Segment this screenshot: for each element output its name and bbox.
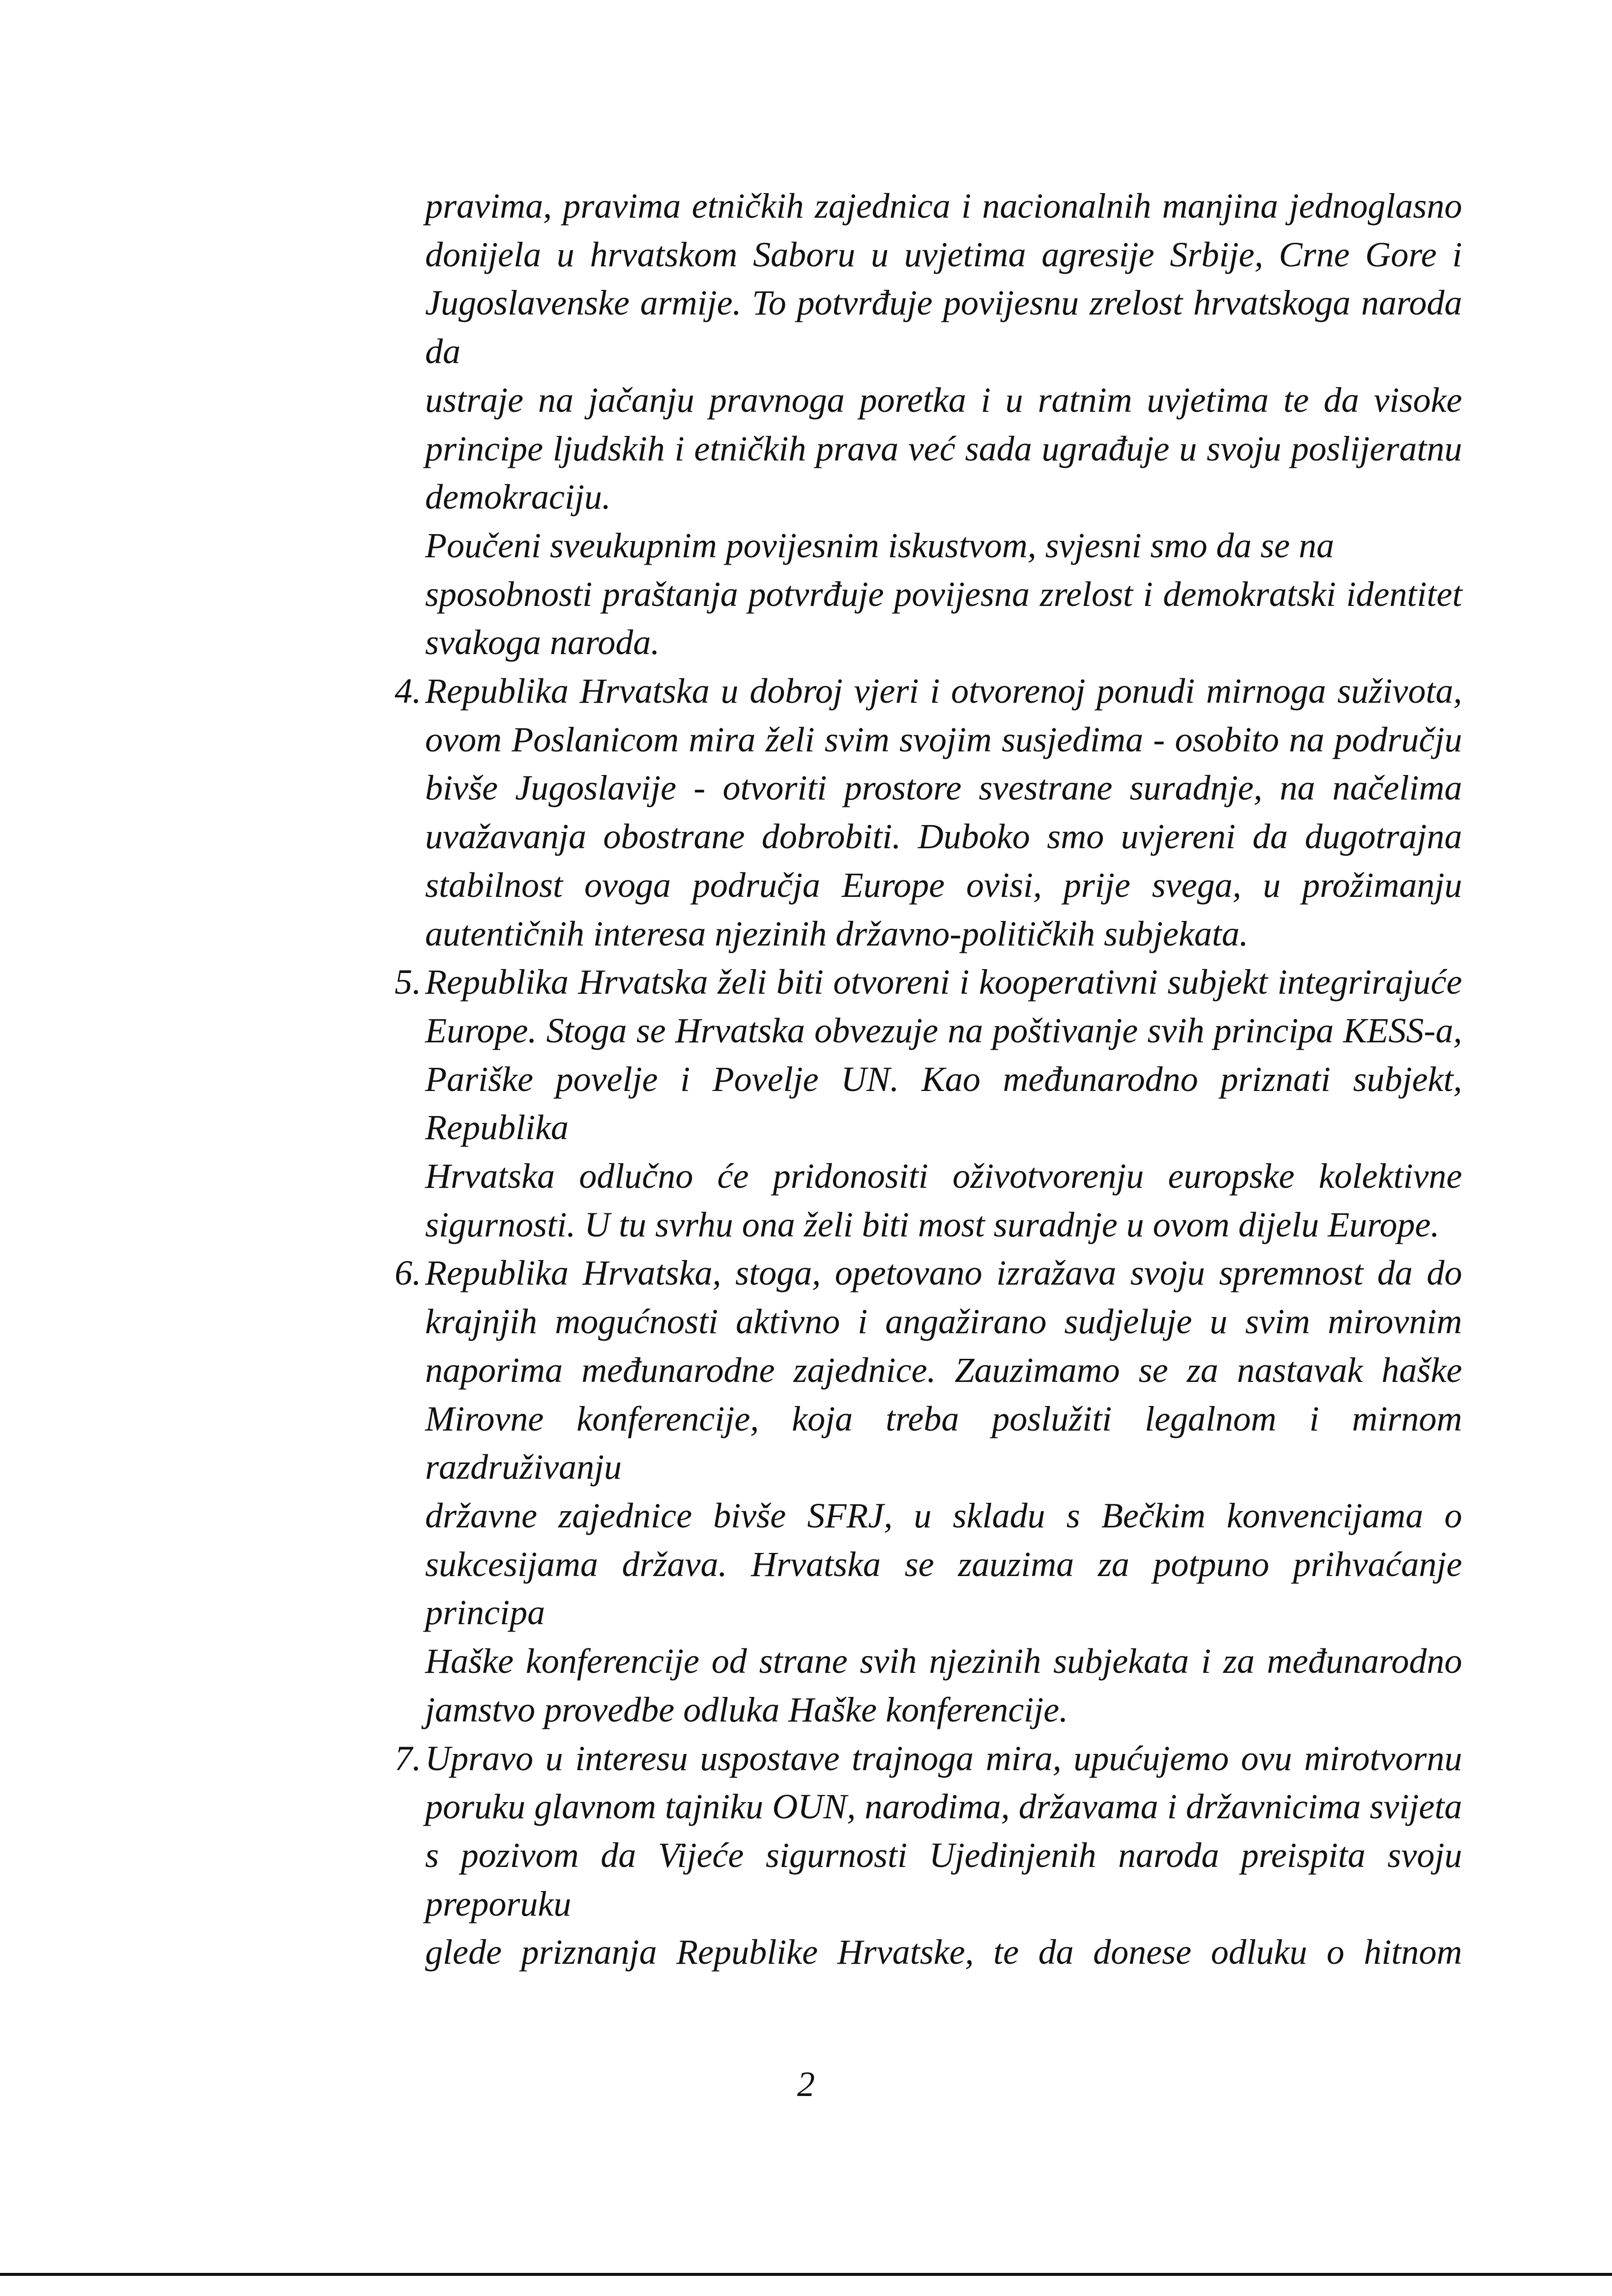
numbered-item-6 <box>395 1249 1462 1734</box>
text-line: Haške konferencije od strane svih njezinih subjekata i za međunarodno <box>425 1641 1462 1681</box>
page-number: 2 <box>797 2065 815 2104</box>
text-line: principe ljudskih i etničkih prava već sada ugrađuje u svoju poslijeratnu <box>425 429 1462 468</box>
text-line: Europe. Stoga se Hrvatska obvezuje na poštivanje svih principa KESS-a, <box>425 1010 1462 1050</box>
text-line: bivše Jugoslavije - otvoriti prostore svestrane suradnje, na načelima <box>425 768 1462 808</box>
text-line: Republika Hrvatska u dobroj vjeri i otvorenoj ponudi mirnoga suživota, <box>425 671 1462 711</box>
text-line: autentičnih interesa njezinih državno-političkih subjekata. <box>425 914 1249 953</box>
text-line: Mirovne konferencije, koja treba poslužiti legalnom i mirnom razdruživanju <box>425 1399 1462 1487</box>
body-text <box>395 182 1462 1977</box>
text-line: sukcesijama država. Hrvatska se zauzima za potpuno prihvaćanje principa <box>425 1544 1462 1633</box>
text-line: Pariške povelje i Povelje UN. Kao međunarodno priznati subjekt, Republika <box>425 1059 1462 1148</box>
text-line: pravima, pravima etničkih zajednica i nacionalnih manjina jednoglasno <box>425 186 1462 226</box>
text-line: naporima međunarodne zajednice. Zauzimamo se za nastavak haške <box>425 1350 1462 1390</box>
text-line: Republika Hrvatska želi biti otvoreni i kooperativni subjekt integrirajuće <box>425 962 1462 1002</box>
text-line: krajnjih mogućnosti aktivno i angažirano sudjeluje u svim mirovnim <box>425 1302 1462 1342</box>
numbered-item-4 <box>395 667 1462 958</box>
text-line: stabilnost ovoga područja Europe ovisi, prije svega, u prožimanju <box>425 865 1462 905</box>
text-line: Jugoslavenske armije. To potvrđuje povijesnu zrelost hrvatskoga naroda da <box>425 283 1462 372</box>
item-number: 6. <box>395 1253 421 1293</box>
text-line: glede priznanja Republike Hrvatske, te da donese odluku o hitnom <box>425 1932 1462 1972</box>
text-line: s pozivom da Vijeće sigurnosti Ujedinjenih naroda preispita svoju preporuku <box>425 1835 1462 1923</box>
text-line: svakoga naroda. <box>425 623 660 662</box>
text-line: sposobnosti praštanja potvrđuje povijesna zrelost i demokratski identitet <box>425 574 1462 614</box>
text-line: državne zajednice bivše SFRJ, u skladu s Bečkim konvencijama o <box>425 1495 1462 1535</box>
text-line: ovom Poslanicom mira želi svim svojim susjedima - osobito na području <box>425 719 1462 759</box>
text-line: demokraciju. <box>425 477 611 517</box>
footer-rule <box>0 2273 1612 2276</box>
text-line: ustraje na jačanju pravnoga poretka i u ratnim uvjetima te da visoke <box>425 380 1462 420</box>
item-number: 5. <box>395 962 421 1002</box>
text-line: sigurnosti. U tu svrhu ona želi biti most suradnje u ovom dijelu Europe. <box>425 1205 1439 1244</box>
text-line: Upravo u interesu uspostave trajnoga mira, upućujemo ovu mirotvornu <box>425 1738 1462 1778</box>
text-line: Poučeni sveukupnim povijesnim iskustvom, svjesni smo da se na <box>425 525 1334 565</box>
text-line: uvažavanja obostrane dobrobiti. Duboko smo uvjereni da dugotrajna <box>425 817 1462 857</box>
numbered-item-5 <box>395 958 1462 1249</box>
text-line: Hrvatska odlučno će pridonositi oživotvorenju europske kolektivne <box>425 1156 1462 1196</box>
text-line: Republika Hrvatska, stoga, opetovano izražava svoju spremnost da do <box>425 1253 1462 1293</box>
text-line: poruku glavnom tajniku OUN, narodima, državama i državnicima svijeta <box>425 1787 1462 1827</box>
item-number: 4. <box>395 671 421 711</box>
text-line: jamstvo provedbe odluka Haške konferencije. <box>425 1690 1068 1729</box>
numbered-item-7 <box>395 1734 1462 1977</box>
text-line: donijela u hrvatskom Saboru u uvjetima agresije Srbije, Crne Gore i <box>425 234 1462 274</box>
item-number: 7. <box>395 1738 421 1778</box>
